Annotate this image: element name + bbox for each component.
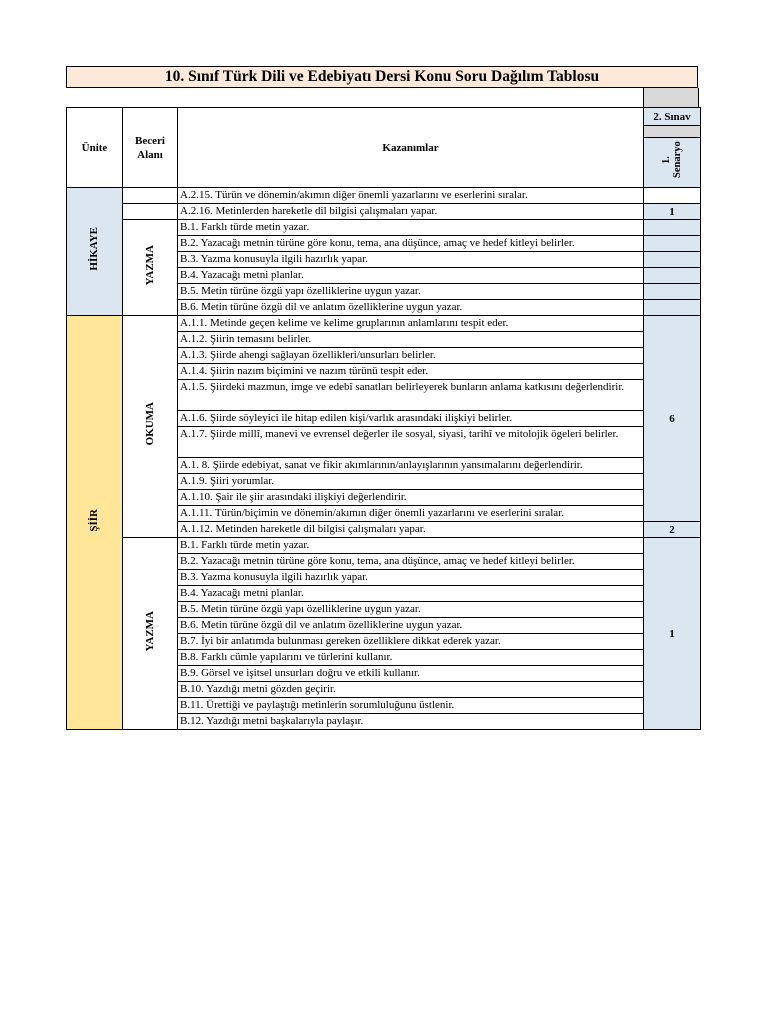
kazanim-item: A.1.6. Şiirde söyleyici ile hitap edilen kişi/varlık arasındaki ilişkiyi belirler.: [178, 411, 644, 427]
kazanim-item: A.1.3. Şiirde ahengi sağlayan özellikleri/unsurları belirler.: [178, 348, 644, 364]
header-beceri-label: Beceri Alanı: [135, 134, 165, 161]
header-senaryo: [644, 138, 701, 188]
kazanim-item: A.2.16. Metinlerden hareketle dil bilgisi çalışmaları yapar.: [178, 204, 644, 220]
unit-hikaye-label: HİKAYE: [88, 227, 100, 271]
kazanim-item: B.2. Yazacağı metnin türüne göre konu, tema, ana düşünce, amaç ve hedef kitleyi belirler.: [178, 236, 644, 252]
count-empty: [644, 284, 701, 300]
kazanim-item: A.1.9. Şiiri yorumlar.: [178, 474, 644, 490]
kazanim-item: A.1. 8. Şiirde edebiyat, sanat ve fikir akımlarının/anlayışlarının yansımalarını değerlendirir.: [178, 458, 644, 474]
kazanim-item: A.1.7. Şiirde millî, manevi ve evrensel değerler ile sosyal, siyasi, tarihî ve mitolojik ögeleri belirler.: [178, 427, 644, 458]
count-cell: 2: [644, 522, 701, 538]
unit-hikaye: [67, 188, 123, 316]
count-empty: [644, 220, 701, 236]
kazanim-item: B.7. İyi bir anlatımda bulunması gereken özelliklere dikkat ederek yazar.: [178, 634, 644, 650]
header-gray-strip: [643, 88, 699, 108]
header-senaryo-label: 1. Senaryo: [661, 141, 683, 179]
kazanim-item: B.4. Yazacağı metni planlar.: [178, 586, 644, 602]
kazanim-item: B.1. Farklı türde metin yazar.: [178, 220, 644, 236]
kazanim-item: B.10. Yazdığı metni gözden geçirir.: [178, 682, 644, 698]
count-empty: [644, 188, 701, 204]
kazanim-item: B.6. Metin türüne özgü dil ve anlatım özelliklerine uygun yazar.: [178, 300, 644, 316]
beceri-hikaye-yazma-label: YAZMA: [143, 244, 156, 286]
header-sinav: 2. Sınav: [644, 108, 701, 126]
kazanim-item: B.8. Farklı cümle yapılarını ve türlerini kullanır.: [178, 650, 644, 666]
beceri-empty: [123, 204, 178, 220]
header-kazanimlar: Kazanımlar: [178, 108, 644, 188]
beceri-siir-okuma-label: OKUMA: [143, 402, 156, 446]
kazanim-item: B.4. Yazacağı metni planlar.: [178, 268, 644, 284]
kazanim-item: B.1. Farklı türde metin yazar.: [178, 538, 644, 554]
unit-siir: [67, 316, 123, 730]
kazanim-item: B.5. Metin türüne özgü yapı özelliklerine uygun yazar.: [178, 284, 644, 300]
kazanim-item: B.3. Yazma konusuyla ilgili hazırlık yapar.: [178, 570, 644, 586]
kazanim-item: B.6. Metin türüne özgü dil ve anlatım özelliklerine uygun yazar.: [178, 618, 644, 634]
kazanim-item: A.1.10. Şair ile şiir arasındaki ilişkiyi değerlendirir.: [178, 490, 644, 506]
kazanim-item: B.2. Yazacağı metnin türüne göre konu, tema, ana düşünce, amaç ve hedef kitleyi belirler.: [178, 554, 644, 570]
header-beceri: [123, 108, 178, 188]
kazanim-item: A.1.5. Şiirdeki mazmun, imge ve edebî sanatları belirleyerek bunların anlama katkısını değerlendirir.: [178, 380, 644, 411]
kazanim-item: A.1.1. Metinde geçen kelime ve kelime gruplarının anlamlarını tespit eder.: [178, 316, 644, 332]
kazanim-item: B.3. Yazma konusuyla ilgili hazırlık yapar.: [178, 252, 644, 268]
count-empty: [644, 268, 701, 284]
kazanim-item: A.1.12. Metinden hareketle dil bilgisi çalışmaları yapar.: [178, 522, 644, 538]
kazanim-item: B.12. Yazdığı metni başkalarıyla paylaşır.: [178, 714, 644, 730]
count-cell: 1: [644, 538, 701, 730]
kazanim-item: B.11. Ürettiği ve paylaştığı metinlerin sorumluluğunu üstlenir.: [178, 698, 644, 714]
beceri-siir-yazma: [123, 538, 178, 730]
count-empty: [644, 236, 701, 252]
kazanim-item: A.2.15. Türün ve dönemin/akımın diğer önemli yazarlarını ve eserlerini sıralar.: [178, 188, 644, 204]
kazanim-item: A.1.2. Şiirin temasını belirler.: [178, 332, 644, 348]
kazanim-item: B.5. Metin türüne özgü yapı özelliklerine uygun yazar.: [178, 602, 644, 618]
beceri-empty: [123, 188, 178, 204]
kazanim-item: A.1.4. Şiirin nazım biçimini ve nazım türünü tespit eder.: [178, 364, 644, 380]
distribution-table: [66, 107, 701, 730]
beceri-siir-okuma: [123, 316, 178, 538]
kazanim-item: A.1.11. Türün/biçimin ve dönemin/akımın diğer önemli yazarlarını ve eserlerini sıralar.: [178, 506, 644, 522]
count-empty: [644, 300, 701, 316]
count-cell: 1: [644, 204, 701, 220]
unit-siir-label: ŞİİR: [88, 508, 100, 532]
header-gray-cell: [644, 126, 701, 138]
count-cell: 6: [644, 316, 701, 522]
beceri-siir-yazma-label: YAZMA: [143, 610, 156, 652]
page-title: 10. Sınıf Türk Dili ve Edebiyatı Dersi Konu Soru Dağılım Tablosu: [66, 66, 698, 88]
count-empty: [644, 252, 701, 268]
kazanim-item: B.9. Görsel ve işitsel unsurları doğru ve etkili kullanır.: [178, 666, 644, 682]
beceri-hikaye-yazma: [123, 220, 178, 316]
header-unite: Ünite: [67, 108, 123, 188]
